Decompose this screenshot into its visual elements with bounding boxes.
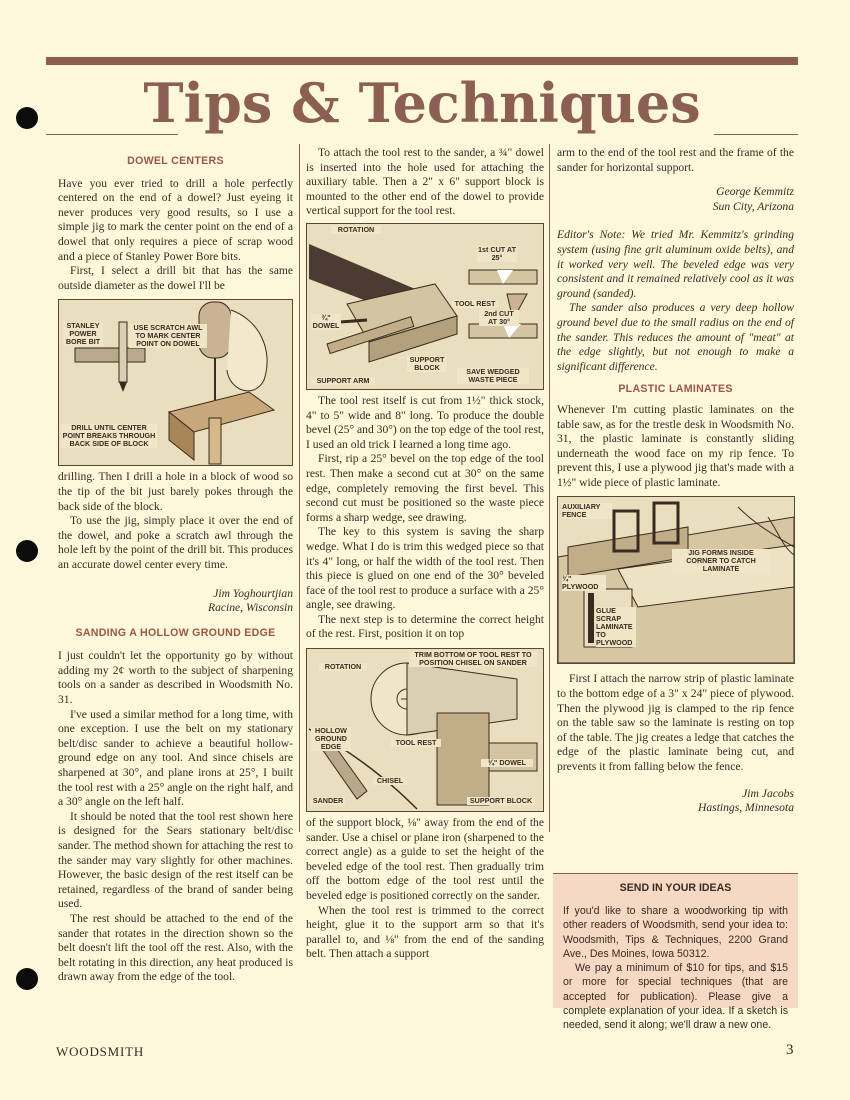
label-rotation-2: ROTATION <box>319 663 367 671</box>
article-paragraph: Have you ever tried to drill a hole perfectly centered on the end of a dowel? Just eyeing it never produces very good results, so I use a simple jig to mark the center point on the end of a dowel that only requires a piece of scrap wood and a piece of Stanley Power Bore bits. <box>58 176 293 263</box>
label-hollow-ground: HOLLOW GROUND EDGE <box>311 727 351 751</box>
label-support-arm: SUPPORT ARM <box>311 377 375 385</box>
label-chisel: CHISEL <box>373 777 407 785</box>
editors-note: Editor's Note: We tried Mr. Kemmitz's grinding system (using fine grit aluminum oxide belts), and it worked very well. The beveled edge was very consistent and it remained relatively cool as it was ground (sanded). <box>557 228 794 300</box>
send-ideas-text <box>553 904 798 1033</box>
page-header <box>46 66 798 138</box>
author-location: Hastings, Minnesota <box>698 801 794 815</box>
article-paragraph: It should be noted that the tool rest shown here is designed for the Sears stationary belt/disc sander. The method shown for attaching the rest to the sander may vary slightly for other machines. However, the basic design of the rest itself can be retained, regardless of the brand of sander being used. <box>58 809 293 911</box>
dowel-centers-heading: DOWEL CENTERS <box>127 155 224 167</box>
article-paragraph: arm to the end of the tool rest and the frame of the sander for horizontal support. <box>557 146 794 174</box>
column-1 <box>58 146 293 985</box>
author-name: George Kemmitz <box>716 185 794 199</box>
laminate-jig-figure <box>557 496 795 664</box>
plastic-laminates-heading: PLASTIC LAMINATES <box>618 383 733 396</box>
label-glue-scrap: GLUE SCRAP LAMINATE TO PLYWOOD <box>596 607 636 647</box>
article-paragraph: First I attach the narrow strip of plastic laminate to the bottom edge of a 3" x 24" piece of plywood. Then the plywood jig is clamped to the rip fence on the table saw so the laminate is resting on top of the table. The jig creates a ledge that catches the edge of the plastic laminate being cut, and prevents it from falling below the fence. <box>557 672 794 774</box>
chisel-figure <box>306 648 544 812</box>
article-paragraph: I just couldn't let the opportunity go by without adding my 2¢ worth to the subject of sharpening tools on a sander as described in Woodsmith No. 31. <box>58 649 293 707</box>
article-paragraph: To attach the tool rest to the sander, a ¾" dowel is inserted into the hole used for attaching the auxiliary table. Then a 2" x 6" support block is mounted to the other end of the dowel to provide vertical support for the tool rest. <box>306 146 544 218</box>
author-name: Jim Jacobs <box>742 786 794 800</box>
tool-rest-figure <box>306 223 544 390</box>
label-second-cut: 2nd CUT AT 30° <box>479 310 519 326</box>
label-rotation: ROTATION <box>331 226 381 234</box>
page-title: Tips & Techniques <box>143 71 701 135</box>
send-ideas-paragraph: If you'd like to share a woodworking tip with other readers of Woodsmith, send your idea to: Woodsmith, Tips & Techniques, 2200 Grand Ave., Des Moines, Iowa 50312. <box>563 905 788 960</box>
magazine-name: WOODSMITH <box>56 1044 145 1059</box>
label-wedge: SAVE WEDGED WASTE PIECE <box>457 368 529 384</box>
author-name: Jim Yoghourtjian <box>213 586 293 600</box>
label-jig-forms: JIG FORMS INSIDE CORNER TO CATCH LAMINATE <box>672 549 770 573</box>
column-divider-2 <box>549 144 550 832</box>
author-location: Sun City, Arizona <box>712 199 794 213</box>
label-support-block-2: SUPPORT BLOCK <box>467 797 535 805</box>
label-scratch-awl: USE SCRATCH AWL TO MARK CENTER POINT ON DOWEL <box>129 324 207 348</box>
article-paragraph: I've used a similar method for a long time, with one exception. I use the belt on my stationary belt/disc sander to achieve a beautiful hollow-ground edge on any tool. And since chisels are sharpened at 30°, and plane irons at 25°, I built the tool rest with a 25° angle on the right half, and a 30° angle on the left half. <box>58 707 293 809</box>
column-3 <box>557 146 794 816</box>
label-drill-until: DRILL UNTIL CENTER POINT BREAKS THROUGH BACK SIDE OF BLOCK <box>62 423 156 449</box>
binder-hole-bottom <box>16 968 38 990</box>
label-plywood: ¾" PLYWOOD <box>562 575 606 591</box>
article-paragraph: First, rip a 25° bevel on the top edge of the tool rest. Then make a second cut at 30° on the same edge, completely removing the first bevel. This second cut must be positioned so the waste piece forms a sharp wedge, see drawing. <box>306 452 544 524</box>
label-first-cut: 1st CUT AT 25° <box>478 244 516 262</box>
label-tool-rest-2: TOOL REST <box>391 739 441 747</box>
dowel-jig-figure <box>58 299 293 466</box>
binder-hole-top <box>16 107 38 129</box>
article-paragraph: The tool rest itself is cut from 1½" thick stock, 4" to 5" wide and 8" long. To produce the double bevel (25° and 30°) on the top edge of the tool rest, I used an old trick I learned a long time ago. <box>306 393 544 451</box>
label-dowel: ¾" DOWEL <box>312 312 340 330</box>
label-sander: SANDER <box>312 796 344 806</box>
send-ideas-paragraph: We pay a minimum of $10 for tips, and $15 or more for special techniques (that are accepted for publication). Please give a complete explanation of your idea. If a sketch is needed, send it along; we'll draw a new one. <box>563 962 788 1032</box>
send-ideas-box <box>553 873 798 1032</box>
article-paragraph: of the support block, ⅛" away from the end of the sander. Use a chisel or plane iron (sharpened to the correct angle) as a guide to set the height of the beveled edge of the tool rest. Then gradually trim off the bottom edge of the tool rest until the beveled edge is positioned correctly on the sander. <box>306 816 544 903</box>
binder-hole-middle <box>16 540 38 562</box>
article-paragraph: The key to this system is saving the sharp wedge. What I do is trim this wedged piece so that it's 4" long, or half the width of the tool rest. Then this piece is glued on one end of the 30° beveled face of the tool rest to produce a surface with a 25° angle, see drawing. <box>306 525 544 612</box>
column-divider-1 <box>299 144 300 832</box>
article-paragraph: The next step is to determine the correct height of the rest. First, position it on top <box>306 612 544 641</box>
label-trim-bottom: TRIM BOTTOM OF TOOL REST TO POSITION CHISEL ON SANDER <box>409 651 537 667</box>
page-number: 3 <box>786 1042 794 1058</box>
author-location: Racine, Wisconsin <box>207 601 293 615</box>
send-ideas-heading: SEND IN YOUR IDEAS <box>619 882 732 894</box>
label-stanley-bit: STANLEY POWER BORE BIT <box>63 322 103 346</box>
label-support-block: SUPPORT BLOCK <box>407 356 447 372</box>
label-tool-rest: TOOL REST <box>452 300 498 308</box>
article-paragraph: Whenever I'm cutting plastic laminates on the table saw, as for the trestle desk in Woodsmith No. 31, the plastic laminate is constantly sliding underneath the wood face on my rip fence. To prevent this, I use a plywood jig that's made with a 1½" wide piece of plastic laminate. <box>557 402 794 489</box>
article-paragraph: When the tool rest is trimmed to the correct height, glue it to the support arm so that it's parallel to, and ⅛" from the end of the sanding belt. Then attach a support <box>306 903 544 961</box>
article-paragraph: The rest should be attached to the end of the sander that rotates in the direction shown so the belt doesn't lift the tool off the rest. Also, with the belt rotating in this direction, any heat produced is drawn away from the edge of the tool. <box>58 911 293 984</box>
article-paragraph: First, I select a drill bit that has the same outside diameter as the dowel I'll be <box>58 264 293 292</box>
label-dowel-2: ¾" DOWEL <box>481 759 533 767</box>
editors-note: The sander also produces a very deep hollow ground bevel due to the small radius on the end of the sander. This reduces the amount of "meat" at the edge slightly, but not enough to make a significant difference. <box>557 301 794 373</box>
article-paragraph: drilling. Then I drill a hole in a block of wood so the tip of the bit just barely pokes through the back side of the block. <box>58 470 293 513</box>
column-2 <box>306 146 544 962</box>
article-paragraph: To use the jig, simply place it over the end of the dowel, and poke a scratch awl through the hole left by the point of the drill bit. This produces an accurate dowel center every time. <box>58 514 293 571</box>
top-rule <box>46 57 798 65</box>
hollow-ground-heading: SANDING A HOLLOW GROUND EDGE <box>75 626 276 639</box>
label-aux-fence: AUXILIARY FENCE <box>562 503 612 519</box>
